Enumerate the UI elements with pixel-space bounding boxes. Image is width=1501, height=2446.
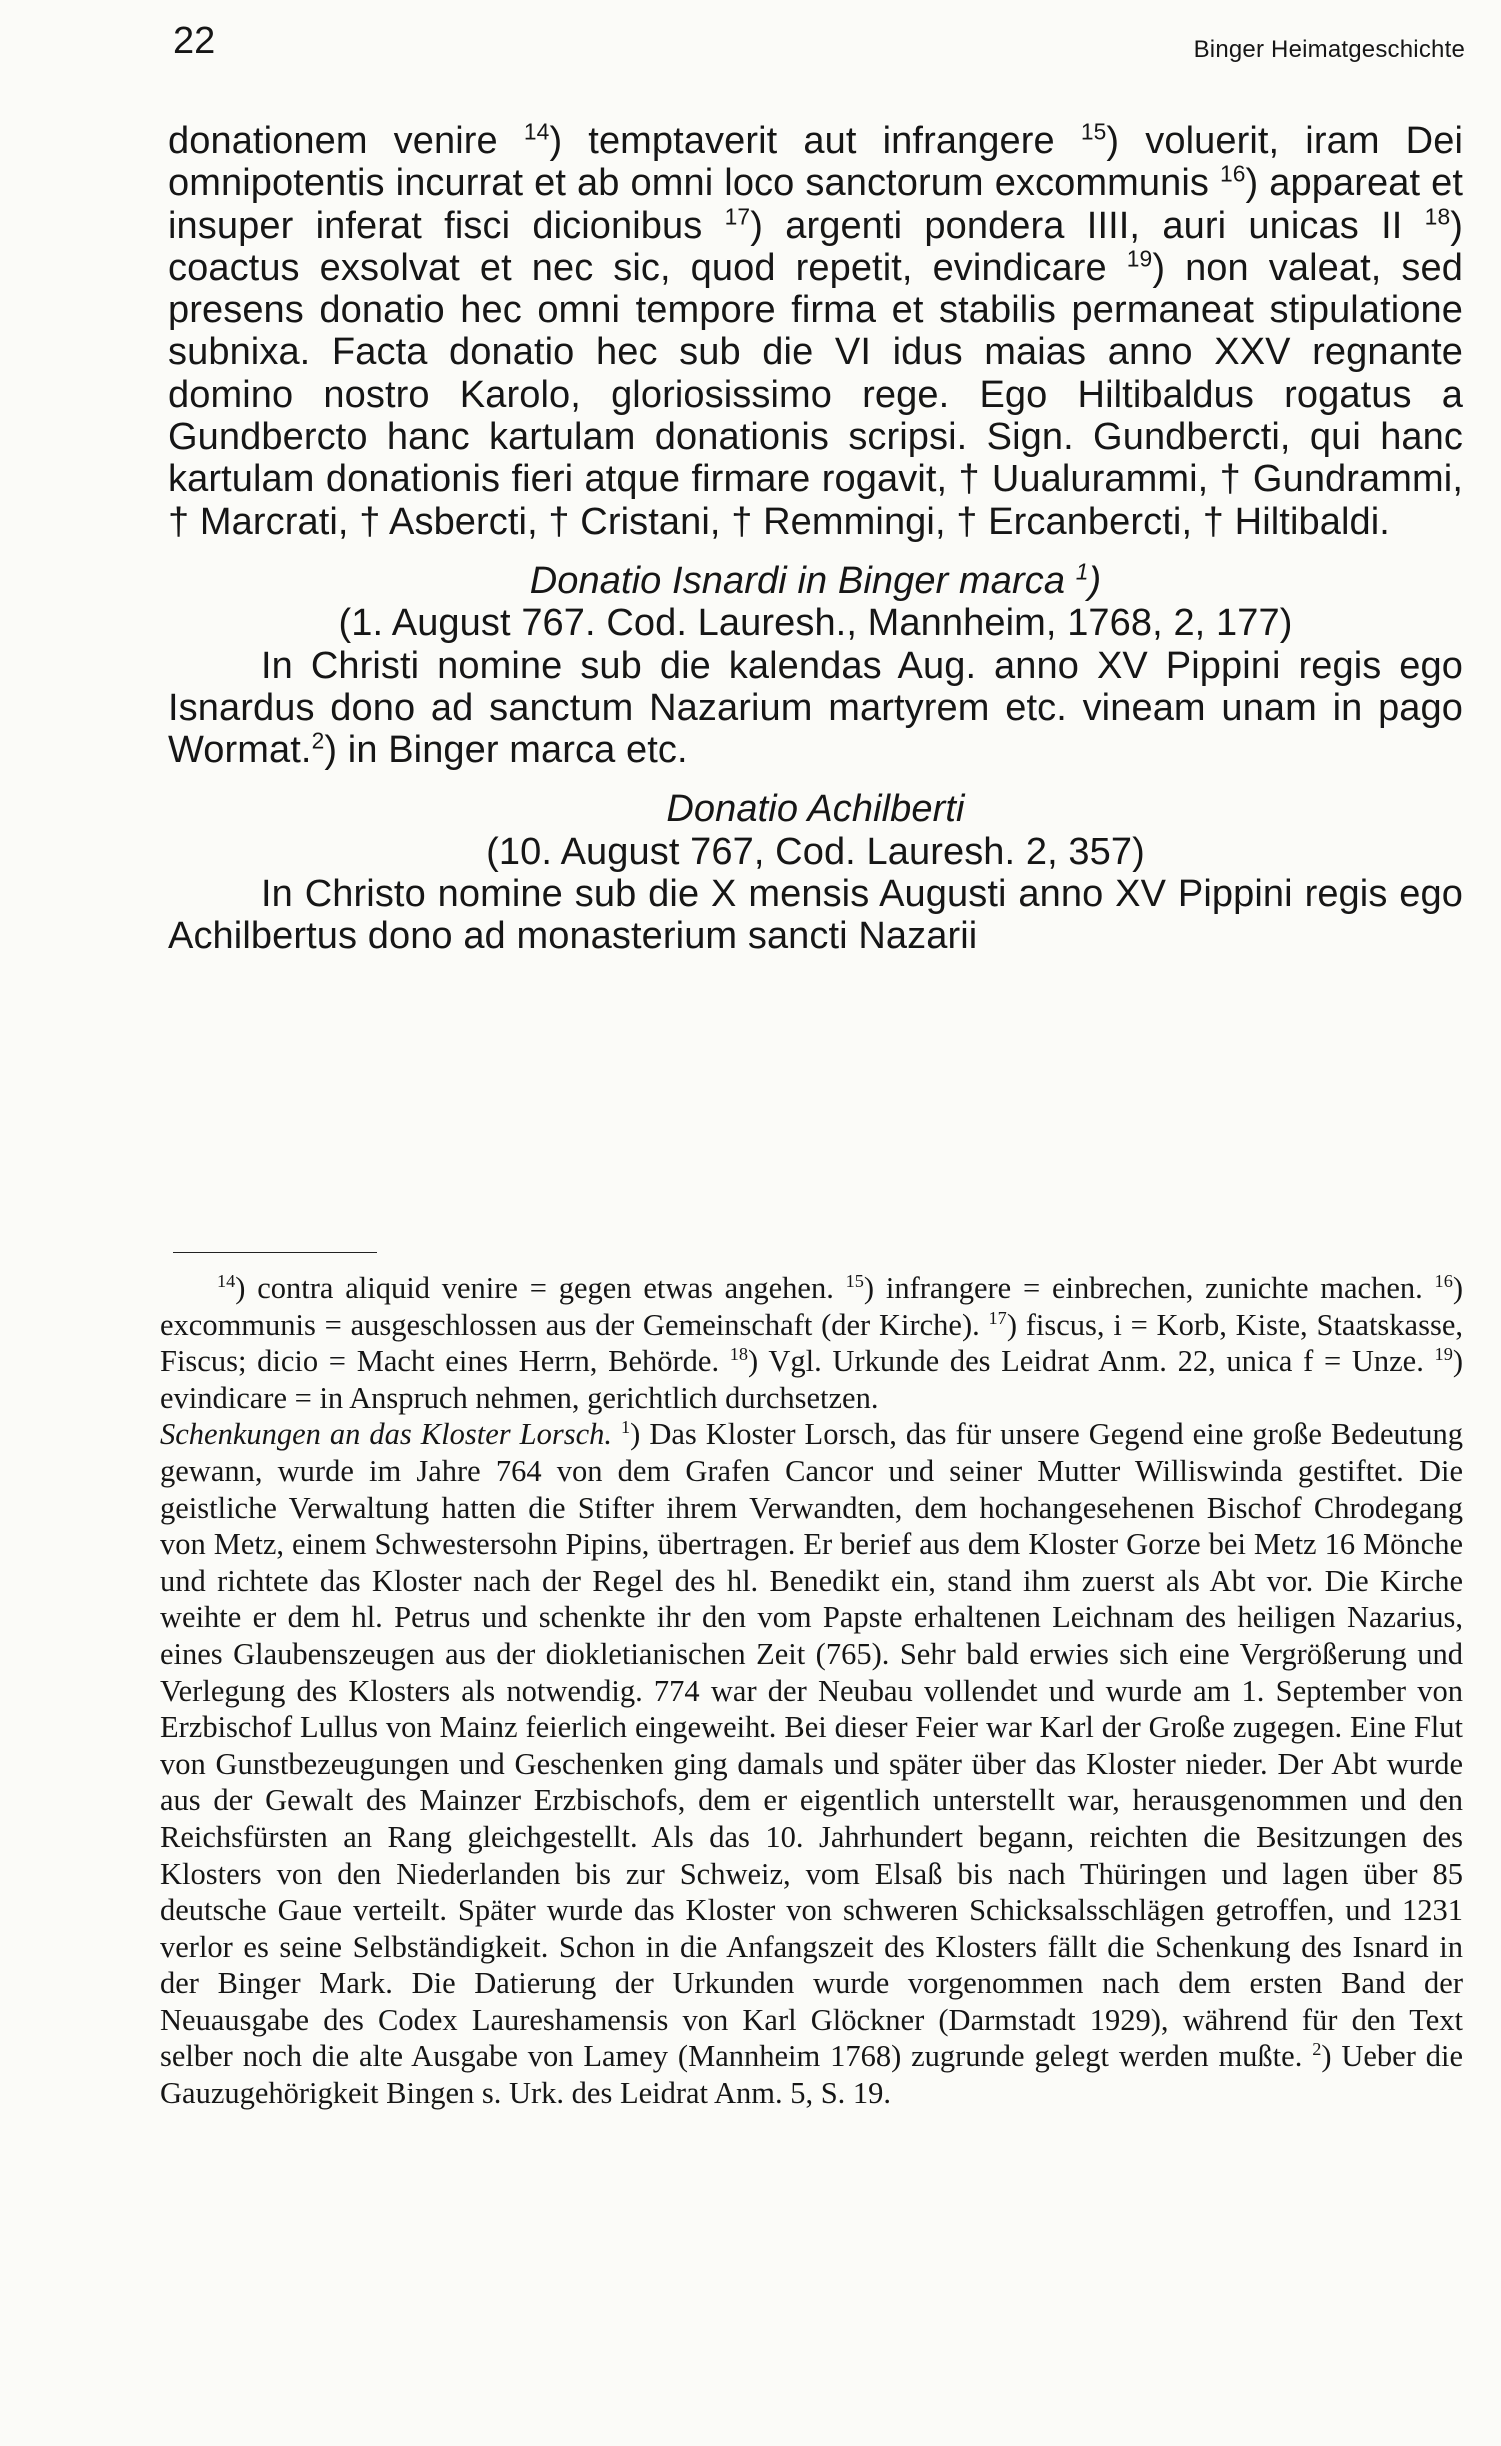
section-heading-achilberti: Donatio Achilberti <box>666 788 965 831</box>
running-title: Binger Heimatgeschichte <box>1193 36 1465 63</box>
footnote-ref[interactable]: 18 <box>1424 202 1451 229</box>
footnote-ref[interactable]: 1 <box>1075 558 1089 585</box>
page-number: 22 <box>173 20 216 62</box>
source-citation: (1. August 767. Cod. Lauresh., Mannheim, 1768, 2, 177) <box>338 602 1293 645</box>
footnote-marker: 2 <box>1312 2039 1322 2060</box>
footnote-ref[interactable]: 19 <box>1126 245 1153 272</box>
lorsch-footnote: Schenkungen an das Kloster Lorsch. $^1$) Das Kloster Lorsch, das für unsere Gegend eine große Bedeutung gewann, wurde im Jahre 764 von dem Grafen Cancor und seiner Mutter Williswinda gestiftet. Die geistliche Verwaltung hatten die Stifter ihrem Verwandten, dem hochangesehenen Bischof Chrodegang von Metz, einem Schwestersohn Pipins, übertragen. Er berief aus dem Kloster Gorze bei Metz 16 Mönche und richtete das Kloster nach der Regel des hl. Benedikt ein, stand ihm zuerst als Abt vor. Die Kirche weihte er dem hl. Petrus und schenkte ihr den vom Papste erhaltenen Leichnam des heiligen Nazarius, eines Glaubenszeugen aus der diokletianischen Zeit (765). Sehr bald erwies sich eine Vergrößerung und Verlegung des Klosters als notwendig. 774 war der Neubau vollendet und wurde am 1. September von Erzbischof Lullus von Mainz feierlich eingeweiht. Bei dieser Feier war Karl der Große zugegen. Eine Flut von Gunstbezeugungen und Geschenken ging damals und später über das Kloster nieder. Der Abt wurde aus der Gewalt des Mainzer Erzbischofs, dem er eigentlich unterstellt war, herausgenommen und den Reichsfürsten an Rang gleichgestellt. Als das 10. Jahrhundert begann, reichten die Besitzungen des Klosters von den Niederlanden bis zur Schweiz, vom Elsaß bis nach Thüringen und lagen über 85 deutsche Gaue verteilt. Später wurde das Kloster von schweren Schicksalsschlägen getroffen, und 1231 verlor es seine Selbständigkeit. Schon in die Anfangszeit des Klosters fällt die Schenkung des Isnard in der Binger Mark. Die Datierung der Urkunden wurde vorgenommen nach dem ersten Band der Neuausgabe des Codex Laureshamensis von Karl Glöckner (Darmstadt 1929), während für den Text selber noch die alte Ausgabe von Lamey (Mannheim 1768) zugrunde gelegt werden mußte. $^2$) Ueber die Gauzugehörigkeit Bingen s. Urk. des Leidrat Anm. 5, S. 19. <box>160 1417 1464 2111</box>
footnote-marker: 16 <box>1434 1270 1453 1291</box>
footnote-ref[interactable]: 15 <box>1080 118 1107 145</box>
footnote-ref[interactable]: 2 <box>311 727 325 754</box>
footnote-marker: 19 <box>1434 1344 1453 1365</box>
charter-paragraph: In Christi nomine sub die kalendas Aug. anno XV Pippini regis ego Isnardus dono ad sanctum Nazarium martyrem etc. vineam unam in pago Wormat.$^2$) in Binger marca etc. <box>168 644 1463 772</box>
main-text <box>168 120 1463 958</box>
footnotes <box>160 1270 1463 2112</box>
footnote-marker: 15 <box>845 1270 864 1291</box>
footnote-marker: 18 <box>729 1344 749 1365</box>
charter-paragraph: In Christo nomine sub die X mensis Augusti anno XV Pippini regis ego Achilbertus dono ad monasterium sancti Nazarii <box>168 873 1463 958</box>
section-heading-isnardi: Donatio Isnardi in Binger marca $^1$) <box>529 558 1102 602</box>
glossary-footnotes: $^{14}$) contra aliquid venire = gegen etwas angehen. $^{15}$) infrangere = einbrechen, zunichte machen. $^{16}$) excommunis = ausgeschlossen aus der Gemeinschaft (der Kirche). $^{17}$) fiscus, i = Korb, Kiste, Staatskasse, Fiscus; dicio = Macht eines Herrn, Behörde. $^{18}$) Vgl. Urkunde des Leidrat Anm. 22, unica f = Unze. $^{19}$) evindicare = in Anspruch nehmen, gerichtlich durchsetzen. <box>160 1270 1463 1415</box>
page-header <box>0 0 1501 90</box>
footnote-marker: 1 <box>621 1417 631 1438</box>
footnote-ref[interactable]: 16 <box>1219 160 1246 187</box>
footnote-ref[interactable]: 14 <box>523 118 550 145</box>
footnote-marker: 17 <box>988 1307 1007 1328</box>
footnote-ref[interactable]: 17 <box>724 202 751 229</box>
footnote-title: Schenkungen an das Kloster Lorsch. <box>160 1417 612 1452</box>
source-citation: (10. August 767, Cod. Lauresh. 2, 357) <box>486 830 1145 873</box>
footnote-marker: 14 <box>217 1270 236 1291</box>
footnote-divider <box>173 1252 377 1253</box>
charter-paragraph: donationem venire $^{14}$) temptaverit aut infrangere $^{15}$) voluerit, iram Dei omnipotentis incurrat et ab omni loco sanctorum excommunis $^{16}$) appareat et insuper inferat fisci dicionibus $^{17}$) argenti pondera IIII, auri unicas II $^{18}$) coactus exsolvat et nec sic, quod repetit, evindicare $^{19}$) non valeat, sed presens donatio hec omni tempore firma et stabilis permaneat stipulatione subnixa. Facta donatio hec sub die VI idus maias anno XXV regnante domino nostro Karolo, gloriosissimo rege. Ego Hiltibaldus rogatus a Gundbercto hanc kartulam donationis scripsi. Sign. Gundbercti, qui hanc kartulam donationis fieri atque firmare rogavit, † Uualurammi, † Gundrammi, † Marcrati, † Asbercti, † Cristani, † Remmingi, † Ercanbercti, † Hiltibaldi. <box>168 118 1464 543</box>
